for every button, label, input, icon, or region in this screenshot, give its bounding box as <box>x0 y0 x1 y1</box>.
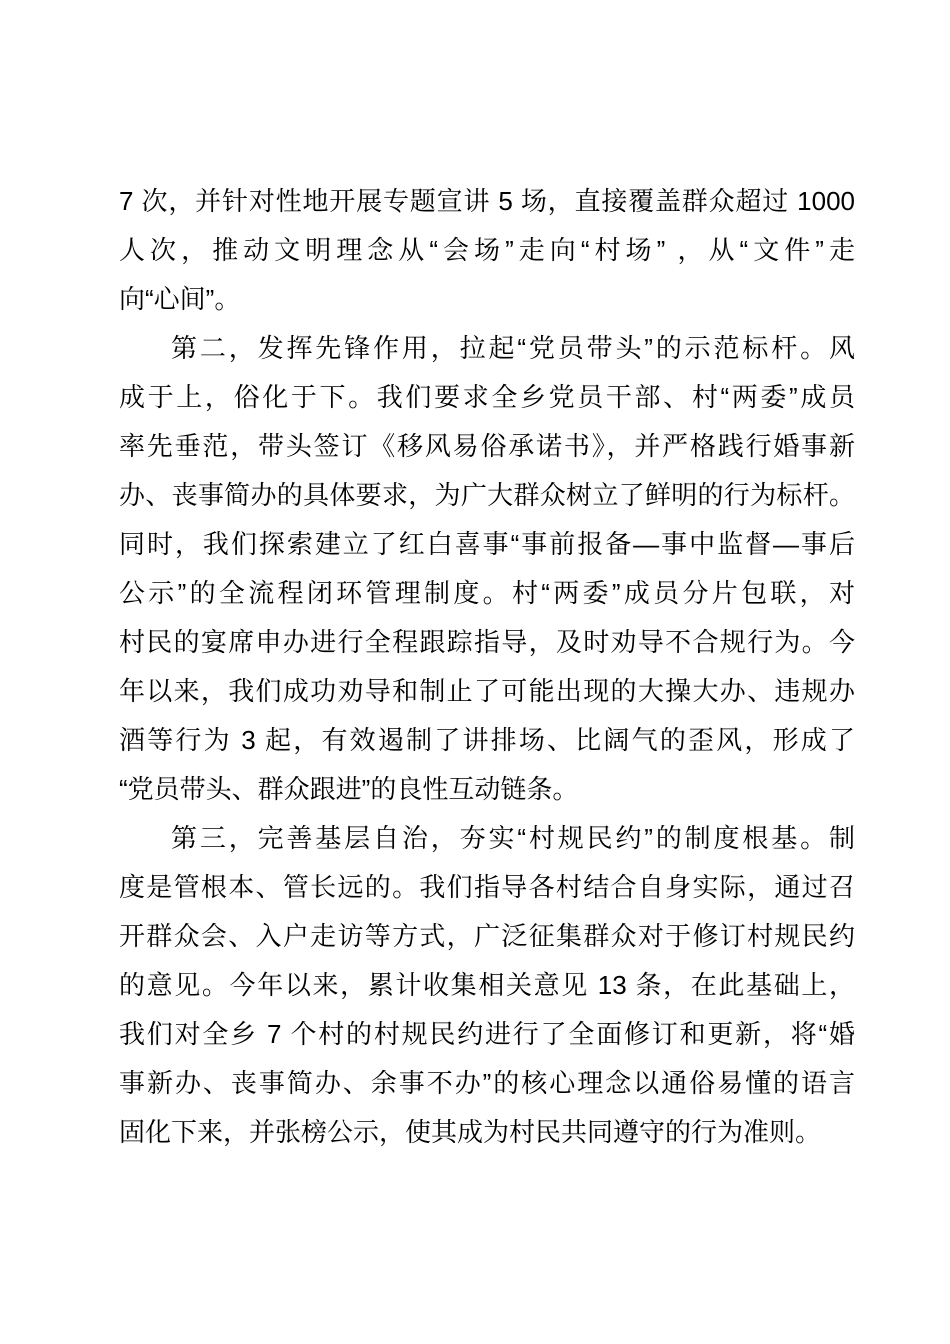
text-line: 开群众会、入户走访等方式，广泛征集群众对于修订村规民约 <box>119 921 855 951</box>
text-line: 人次，推动文明理念从“会场”走向“村场” ，从“文件”走 <box>119 235 855 265</box>
text-line: 率先垂范，带头签订《移风易俗承诺书》，并严格践行婚事新 <box>119 431 855 461</box>
text-line: 向“心间”。 <box>119 284 241 314</box>
text-line: 度是管根本、管长远的。我们指导各村结合自身实际，通过召 <box>119 872 855 902</box>
text-line: 年以来，我们成功劝导和制止了可能出现的大操大办、违规办 <box>119 676 855 706</box>
text-line: 成于上，俗化于下。我们要求全乡党员干部、村“两委”成员 <box>119 382 855 412</box>
text-line: 我们对全乡 7 个村的村规民约进行了全面修订和更新，将“婚 <box>119 1019 855 1049</box>
paragraph <box>119 177 855 324</box>
text-line: 第三，完善基层自治，夯实“村规民约”的制度根基。制 <box>171 823 855 853</box>
document-body <box>119 177 855 1157</box>
text-line: 第二，发挥先锋作用，拉起“党员带头”的示范标杆。风 <box>171 333 855 363</box>
text-line: 公示”的全流程闭环管理制度。村“两委”成员分片包联，对 <box>119 578 855 608</box>
text-line: 事新办、丧事简办、余事不办”的核心理念以通俗易懂的语言 <box>119 1068 855 1098</box>
text-line: 的意见。今年以来，累计收集相关意见 13 条，在此基础上， <box>119 970 855 1000</box>
text-line: 同时，我们探索建立了红白喜事“事前报备—事中监督—事后 <box>119 529 855 559</box>
text-line: 办、丧事简办的具体要求，为广大群众树立了鲜明的行为标杆。 <box>119 480 855 510</box>
text-line: 酒等行为 3 起，有效遏制了讲排场、比阔气的歪风，形成了 <box>119 725 855 755</box>
paragraph <box>119 814 855 1157</box>
paragraph <box>119 324 855 814</box>
text-line: 村民的宴席申办进行全程跟踪指导，及时劝导不合规行为。今 <box>119 627 855 657</box>
text-line: 固化下来，并张榜公示，使其成为村民共同遵守的行为准则。 <box>119 1117 822 1147</box>
text-line: “党员带头、群众跟进”的良性互动链条。 <box>119 774 579 804</box>
text-line: 7 次，并针对性地开展专题宣讲 5 场，直接覆盖群众超过 1000 <box>119 186 855 216</box>
